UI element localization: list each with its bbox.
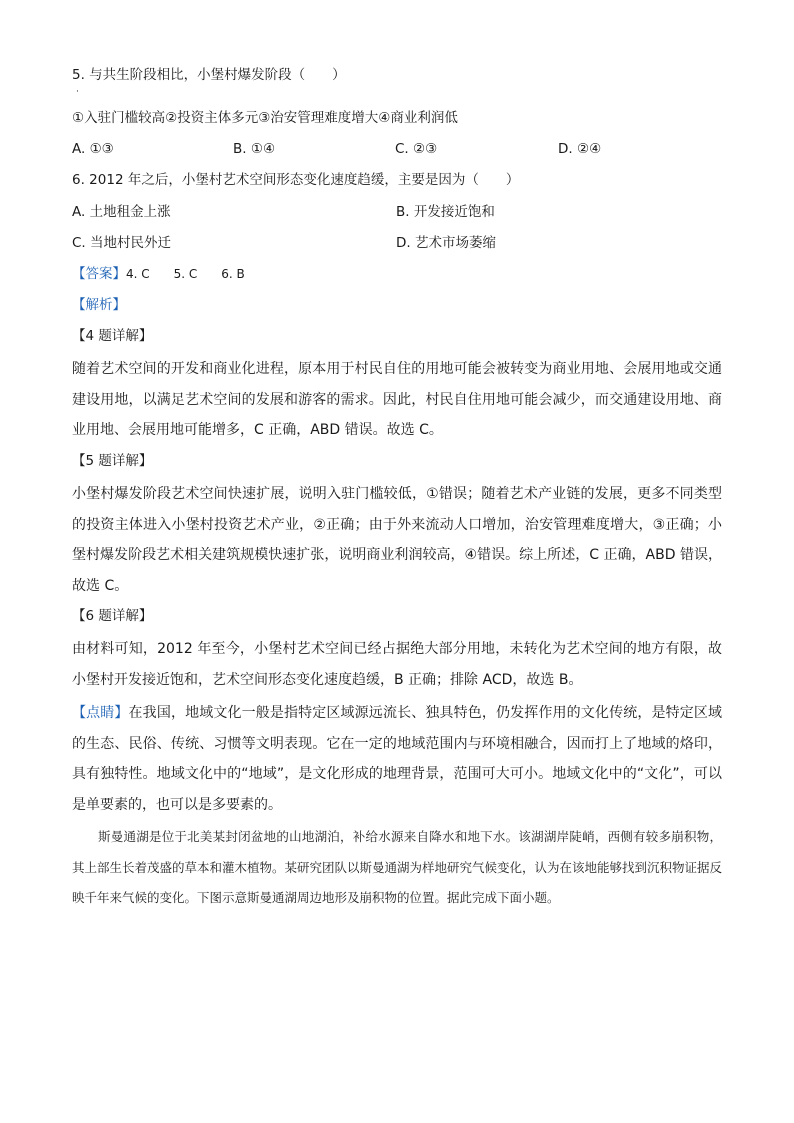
analysis-tag: 【解析】 xyxy=(72,297,126,313)
question-5-mark: · xyxy=(76,87,79,97)
question-6-option-d: D. 艺术市场萎缩 xyxy=(396,235,496,251)
q6-detail-heading: 【6 题详解】 xyxy=(72,608,153,624)
key-point-tag: 【点睛】 xyxy=(72,705,129,721)
question-5-stem: 5. 与共生阶段相比，小堡村爆发阶段（ ） xyxy=(72,67,346,83)
question-5-option-d: D. ②④ xyxy=(558,141,602,157)
answer-text: 4. C 5. C 6. B xyxy=(126,267,245,281)
question-6-stem: 6. 2012 年之后，小堡村艺术空间形态变化速度趋缓，主要是因为（ ） xyxy=(72,172,520,188)
question-6-option-b: B. 开发接近饱和 xyxy=(396,204,495,220)
q6-detail-body: 由材料可知，2012 年至今，小堡村艺术空间已经占据绝大部分用地，未转化为艺术空间的地方有限，故小堡村开发接近饱和，艺术空间形态变化速度趋缓，B 正确；排除 ACD，故选 B。 xyxy=(72,641,722,688)
answer-tag: 【答案】 xyxy=(72,266,126,282)
key-point-body: 在我国，地域文化一般是指特定区域源远流长、独具特色，仍发挥作用的文化传统，是特定区域的生态、民俗、传统、习惯等文明表现。它在一定的地域范围内与环境相融合，因而打上了地域的烙印，具有独特性。地域文化中的“地域”，是文化形成的地理背景，范围可大可小。地域文化中的“文化”，可以是单要素的，也可以是多要素的。 xyxy=(72,705,723,813)
question-5-option-b: B. ①④ xyxy=(233,141,276,157)
q5-detail-body: 小堡村爆发阶段艺术空间快速扩展，说明入驻门槛较低，①错误；随着艺术产业链的发展，更多不同类型的投资主体进入小堡村投资艺术产业，②正确；由于外来流动人口增加，治安管理难度增大，③正确；小堡村爆发阶段艺术相关建筑规模快速扩张，说明商业利润较高，④错误。综上所述，C 正确，ABD 错误，故选 C。 xyxy=(72,486,722,594)
material-paragraph: 斯曼通湖是位于北美某封闭盆地的山地湖泊，补给水源来自降水和地下水。该湖湖岸陡峭，西侧有较多崩积物，其上部生长着茂盛的草本和灌木植物。某研究团队以斯曼通湖为样地研究气候变化，认为在该地能够找到沉积物证据反映千年来气候的变化。下图示意斯曼通湖周边地形及崩积物的位置。据此完成下面小题。 xyxy=(72,829,723,905)
question-5-statements: ①入驻门槛较高②投资主体多元③治安管理难度增大④商业利润低 xyxy=(72,110,458,126)
question-5-option-a: A. ①③ xyxy=(72,141,114,157)
question-6-option-a: A. 土地租金上涨 xyxy=(72,204,171,220)
q5-detail-heading: 【5 题详解】 xyxy=(72,453,153,469)
answer-line xyxy=(72,264,245,284)
question-5-option-c: C. ②③ xyxy=(395,141,438,157)
q4-detail-heading: 【4 题详解】 xyxy=(72,328,153,344)
question-6-option-c: C. 当地村民外迁 xyxy=(72,235,172,251)
q4-detail-body: 随着艺术空间的开发和商业化进程，原本用于村民自住的用地可能会被转变为商业用地、会展用地或交通建设用地，以满足艺术空间的发展和游客的需求。因此，村民自住用地可能会减少，而交通建设用地、商业用地、会展用地可能增多，C 正确，ABD 错误。故选 C。 xyxy=(72,361,722,438)
key-point xyxy=(72,698,722,820)
